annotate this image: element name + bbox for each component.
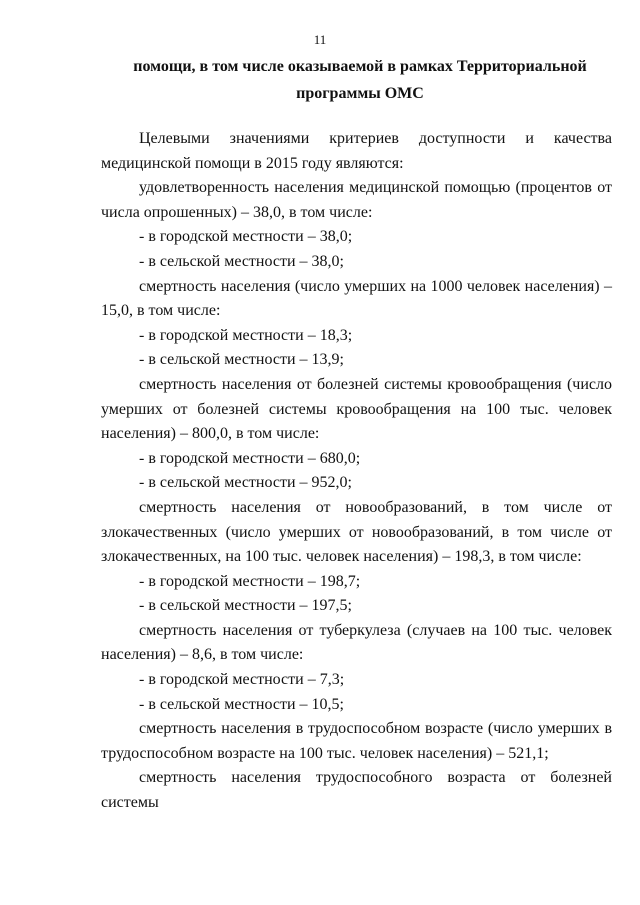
page-number: 11 bbox=[313, 32, 327, 47]
list-item-rural: - в сельской местности – 952,0; bbox=[139, 474, 352, 492]
criterion-working-age-circulatory: смертность населения трудоспособного возраста от болезней системы bbox=[101, 769, 612, 812]
criterion-circulatory-mortality: смертность населения от болезней системы кровообращения (число умерших от болезней системы кровообращения на 100 тыс. человек населения) – 800,0, в том числе: bbox=[101, 375, 612, 443]
section-heading bbox=[100, 53, 620, 107]
document-body bbox=[101, 127, 612, 816]
criterion-neoplasm-mortality: смертность населения от новообразований, в том числе от злокачественных (число умерших от новообразований, в том числе от злокачественных, на 100 тыс. человек населения) – 198,3, в том числе: bbox=[101, 498, 612, 566]
criterion-satisfaction: удовлетворенность населения медицинской помощью (процентов от числа опрошенных) – 38,0, в том числе: bbox=[101, 179, 612, 221]
list-item-rural: - в сельской местности – 10,5; bbox=[139, 695, 344, 713]
list-item-urban: - в городской местности – 18,3; bbox=[139, 326, 353, 344]
list-item-rural: - в сельской местности – 197,5; bbox=[139, 597, 352, 615]
criterion-working-age-mortality: смертность населения в трудоспособном возрасте (число умерших в трудоспособном возрасте на 100 тыс. человек населения) – 521,1; bbox=[101, 720, 612, 762]
list-item-rural: - в сельской местности – 38,0; bbox=[139, 252, 344, 270]
list-item-rural: - в сельской местности – 13,9; bbox=[139, 351, 344, 369]
criterion-tuberculosis-mortality: смертность населения от туберкулеза (случаев на 100 тыс. человек населения) – 8,6, в том числе: bbox=[101, 621, 612, 664]
heading-line-2: программы ОМС bbox=[296, 85, 424, 102]
list-item-urban: - в городской местности – 7,3; bbox=[139, 671, 345, 689]
heading-line-1: помощи, в том числе оказываемой в рамках Территориальной bbox=[133, 58, 587, 75]
criterion-mortality: смертность населения (число умерших на 1000 человек населения) – 15,0, в том числе: bbox=[101, 277, 612, 320]
list-item-urban: - в городской местности – 680,0; bbox=[139, 449, 361, 467]
list-item-urban: - в городской местности – 38,0; bbox=[139, 228, 353, 246]
list-item-urban: - в городской местности – 198,7; bbox=[139, 572, 361, 590]
intro-paragraph: Целевыми значениями критериев доступности и качества медицинской помощи в 2015 году являются: bbox=[101, 130, 612, 172]
